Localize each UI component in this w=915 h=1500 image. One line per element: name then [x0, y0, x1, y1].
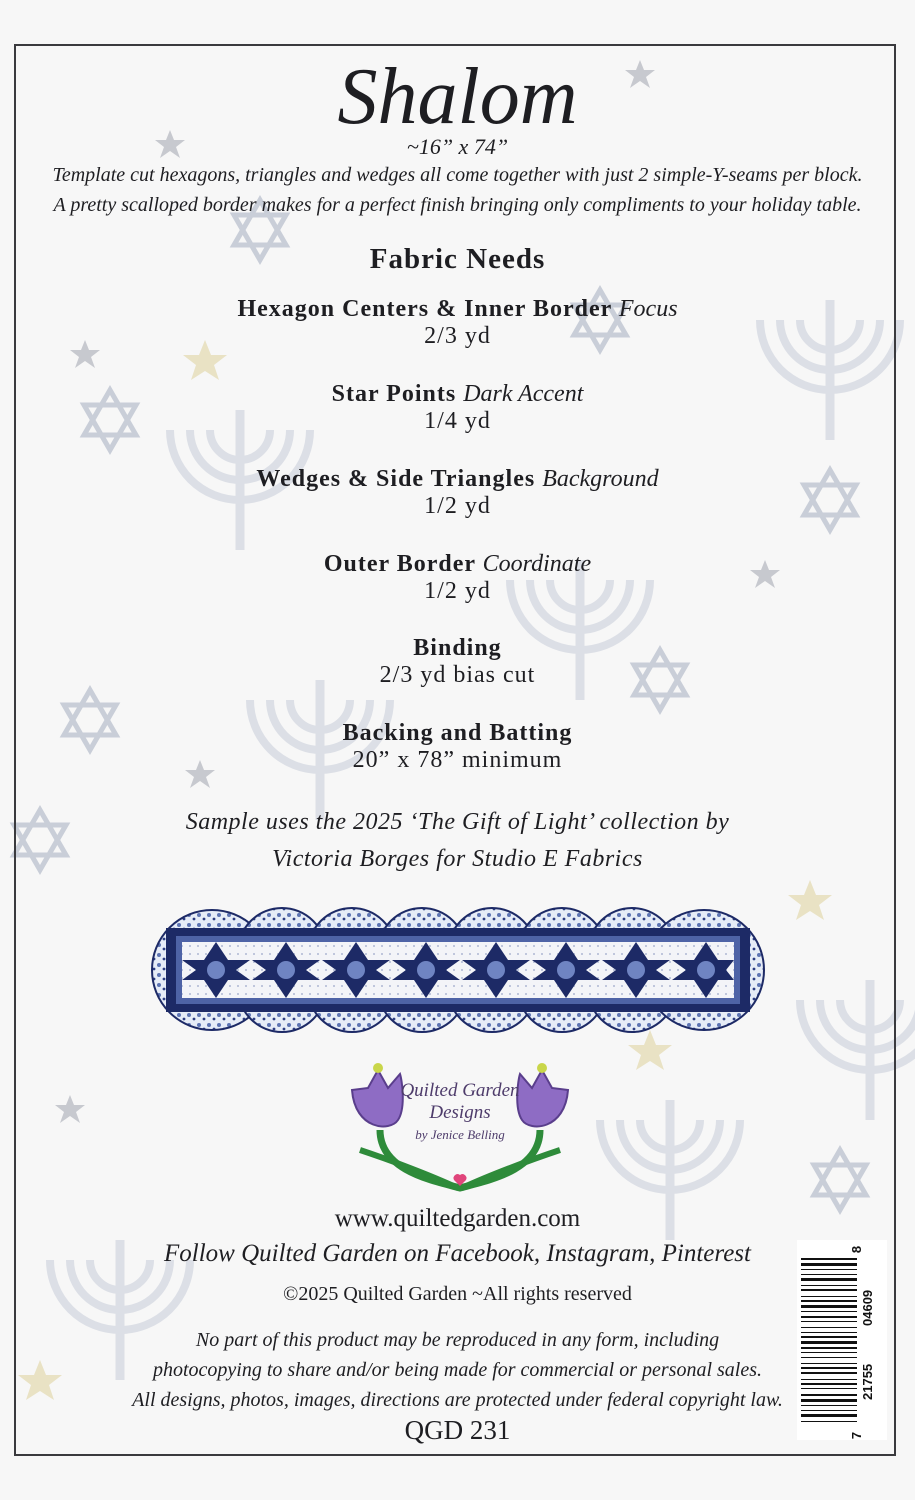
legal-notice: [0, 1325, 915, 1415]
legal-line: photocopying to share and/or being made for commercial or personal sales.: [152, 1359, 762, 1381]
legal-line: All designs, photos, images, directions are protected under federal copyright law.: [132, 1389, 783, 1411]
fabric-item: [0, 381, 915, 435]
finished-size: ~16” x 74”: [406, 134, 509, 159]
fabric-item-note: Coordinate: [482, 551, 592, 577]
product-code: QGD 231: [404, 1415, 511, 1445]
copyright-text: ©2025 Quilted Garden ~All rights reserved: [283, 1283, 632, 1305]
sample-credit: [0, 804, 915, 878]
fabric-item: [0, 720, 915, 774]
fabric-item-note: Dark Accent: [463, 381, 584, 407]
social-follow-text: Follow Quilted Garden on Facebook, Instagram, Pinterest: [164, 1240, 751, 1267]
fabric-item-note: Background: [542, 466, 659, 492]
fabric-item-name: Outer Border Coordinate: [323, 551, 592, 577]
logo-byline: by Jenice Belling: [415, 1127, 505, 1142]
fabric-item-note: Focus: [618, 296, 678, 322]
table-runner-image: [146, 902, 770, 1038]
website-link[interactable]: www.quiltedgarden.com: [334, 1205, 581, 1232]
legal-line: No part of this product may be reproduced in any form, including: [195, 1329, 720, 1351]
fabric-item-amount: 1/2 yd: [424, 578, 491, 604]
fabric-item: [0, 466, 915, 520]
intro-line: A pretty scalloped border makes for a perfect finish bringing only compliments to your holiday table.: [53, 194, 862, 216]
fabric-item-name: Star Points Dark Accent: [331, 381, 584, 407]
fabric-item-amount: 1/2 yd: [424, 493, 491, 519]
fabric-item-amount: 20” x 78” minimum: [352, 747, 563, 773]
logo-text: [400, 1080, 520, 1146]
fabric-needs-heading: Fabric Needs: [369, 243, 546, 275]
barcode-group-left: 21755: [860, 1363, 875, 1400]
fabric-item: [0, 551, 915, 605]
intro-text: [0, 160, 915, 220]
fabric-item-name: Binding: [413, 635, 502, 661]
logo-line: Quilted Garden: [400, 1080, 520, 1101]
fabric-item-amount: 2/3 yd: [424, 323, 491, 349]
fabric-item-amount: 1/4 yd: [424, 408, 491, 434]
pattern-title: Shalom: [337, 53, 578, 141]
fabric-item: [0, 635, 915, 689]
tulip-icon: [517, 1063, 568, 1126]
fabric-item-name: Wedges & Side Triangles Background: [256, 466, 659, 492]
barcode: [797, 1240, 887, 1440]
sample-line: Victoria Borges for Studio E Fabrics: [272, 846, 643, 872]
fabric-item-name: Hexagon Centers & Inner Border Focus: [237, 296, 678, 322]
fabric-item: [0, 296, 915, 350]
fabric-item-name: Backing and Batting: [342, 720, 573, 746]
intro-line: Template cut hexagons, triangles and wedges all come together with just 2 simple-Y-seams per block.: [52, 164, 863, 186]
tulip-icon: [352, 1063, 403, 1126]
sample-line: Sample uses the 2025 ‘The Gift of Light’ collection by: [185, 809, 730, 835]
logo-line: Designs: [429, 1102, 491, 1123]
fabric-item-amount: 2/3 yd bias cut: [379, 662, 536, 688]
barcode-group-right: 04609: [860, 1289, 875, 1326]
barcode-digit-bottom: 7: [849, 1431, 865, 1440]
barcode-digit-top: 8: [849, 1245, 865, 1254]
